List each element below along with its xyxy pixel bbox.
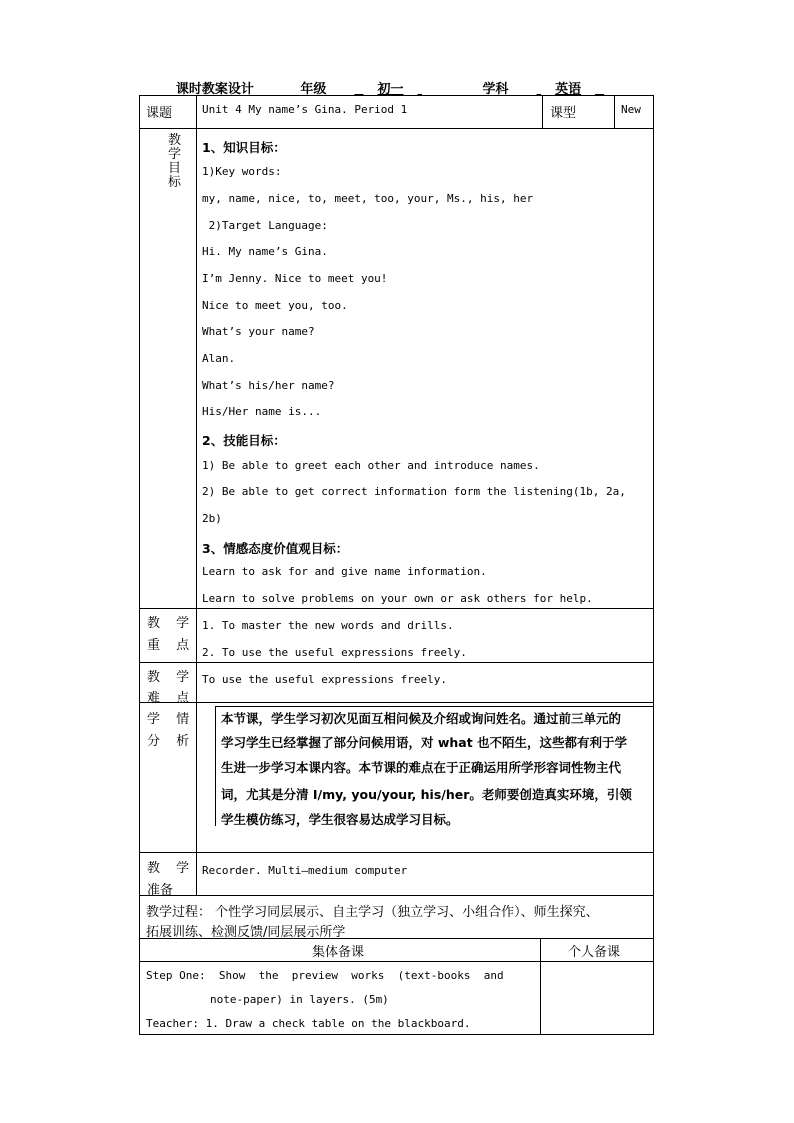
analysis-line-3: 生进一步学习本课内容。本节课的难点在于正确运用所学形容词性物主代: [221, 760, 622, 775]
step-one-line-3: Teacher: 1. Draw a check table on the blackboard.: [146, 1017, 471, 1030]
step-one-line-2: note-paper) in layers. (5m): [210, 993, 389, 1006]
target-line-7: His/Her name is...: [202, 405, 322, 418]
lesson-type-value: New: [621, 103, 641, 116]
header-subject: 学科 英语: [482, 82, 582, 97]
target-line-4: What’s your name?: [202, 325, 315, 338]
key-points-label-2: 重 点: [147, 638, 196, 653]
preparation-text: Recorder. Multi—medium computer: [202, 864, 408, 877]
objectives-heading-knowledge: 1、知识目标：: [202, 140, 286, 155]
topic-value: Unit 4 My name’s Gina. Period 1: [202, 103, 408, 116]
header-title: 课时教案设计: [175, 82, 254, 97]
skill-1: 1) Be able to greet each other and introduce names.: [202, 459, 540, 472]
process-line-2: 拓展训练、检测反馈/同层展示所学: [146, 925, 346, 940]
step-one-line-1: Step One: Show the preview works (text-books and: [146, 969, 504, 982]
lesson-type-label: 课型: [550, 106, 577, 121]
key-words-label: 1)Key words:: [202, 165, 282, 178]
topic-label: 课题: [146, 106, 173, 121]
analysis-label-2: 分 析: [147, 734, 196, 749]
key-points-label-1: 教 学: [147, 616, 196, 631]
key-point-1: 1. To master the new words and drills.: [202, 619, 454, 632]
target-line-6: What’s his/her name?: [202, 379, 335, 392]
difficulty-text: To use the useful expressions freely.: [202, 673, 448, 686]
target-language-label: 2)Target Language:: [202, 219, 328, 232]
preparation-label-1: 教 学: [147, 861, 196, 876]
analysis-line-2: 学习学生已经掌握了部分问候用语，对 what 也不陌生，这些都有利于学: [221, 735, 628, 750]
key-point-2: 2. To use the useful expressions freely.: [202, 646, 467, 659]
personal-planning-header: 个人备课: [568, 945, 621, 960]
target-line-5: Alan.: [202, 352, 236, 365]
header-grade: 年级 初一: [300, 82, 404, 97]
analysis-label-1: 学 情: [147, 712, 196, 727]
target-line-1: Hi. My name’s Gina.: [202, 245, 328, 258]
target-line-3: Nice to meet you, too.: [202, 299, 348, 312]
difficulties-label-1: 教 学: [147, 670, 196, 685]
skill-2-cont: 2b): [202, 512, 222, 525]
difficulties-label-2: 难 点: [147, 691, 196, 706]
attitude-1: Learn to ask for and give name information.: [202, 565, 487, 578]
attitude-2: Learn to solve problems on your own or ask others for help.: [202, 592, 593, 605]
process-line-1: 教学过程： 个性学习同层展示、自主学习（独立学习、小组合作）、师生探究、: [146, 905, 599, 920]
objectives-heading-skills: 2、技能目标：: [202, 433, 286, 448]
skill-2: 2) Be able to get correct information form the listening(1b, 2a,: [202, 485, 626, 498]
objectives-label: 教学目标: [168, 133, 182, 190]
group-planning-header: 集体备课: [312, 945, 365, 960]
target-line-2: I’m Jenny. Nice to meet you!: [202, 272, 388, 285]
analysis-line-4: 词，尤其是分清 I/my, you/your, his/her。老师要创造真实环境，引领: [221, 787, 632, 802]
analysis-line-1: 本节课，学生学习初次见面互相问候及介绍或询问姓名。通过前三单元的: [221, 711, 622, 726]
preparation-label-2: 准备: [147, 883, 174, 898]
key-words: my, name, nice, to, meet, too, your, Ms., his, her: [202, 192, 534, 205]
objectives-heading-attitude: 3、情感态度价值观目标：: [202, 541, 349, 556]
analysis-line-5: 学生模仿练习，学生很容易达成学习目标。: [221, 812, 459, 827]
